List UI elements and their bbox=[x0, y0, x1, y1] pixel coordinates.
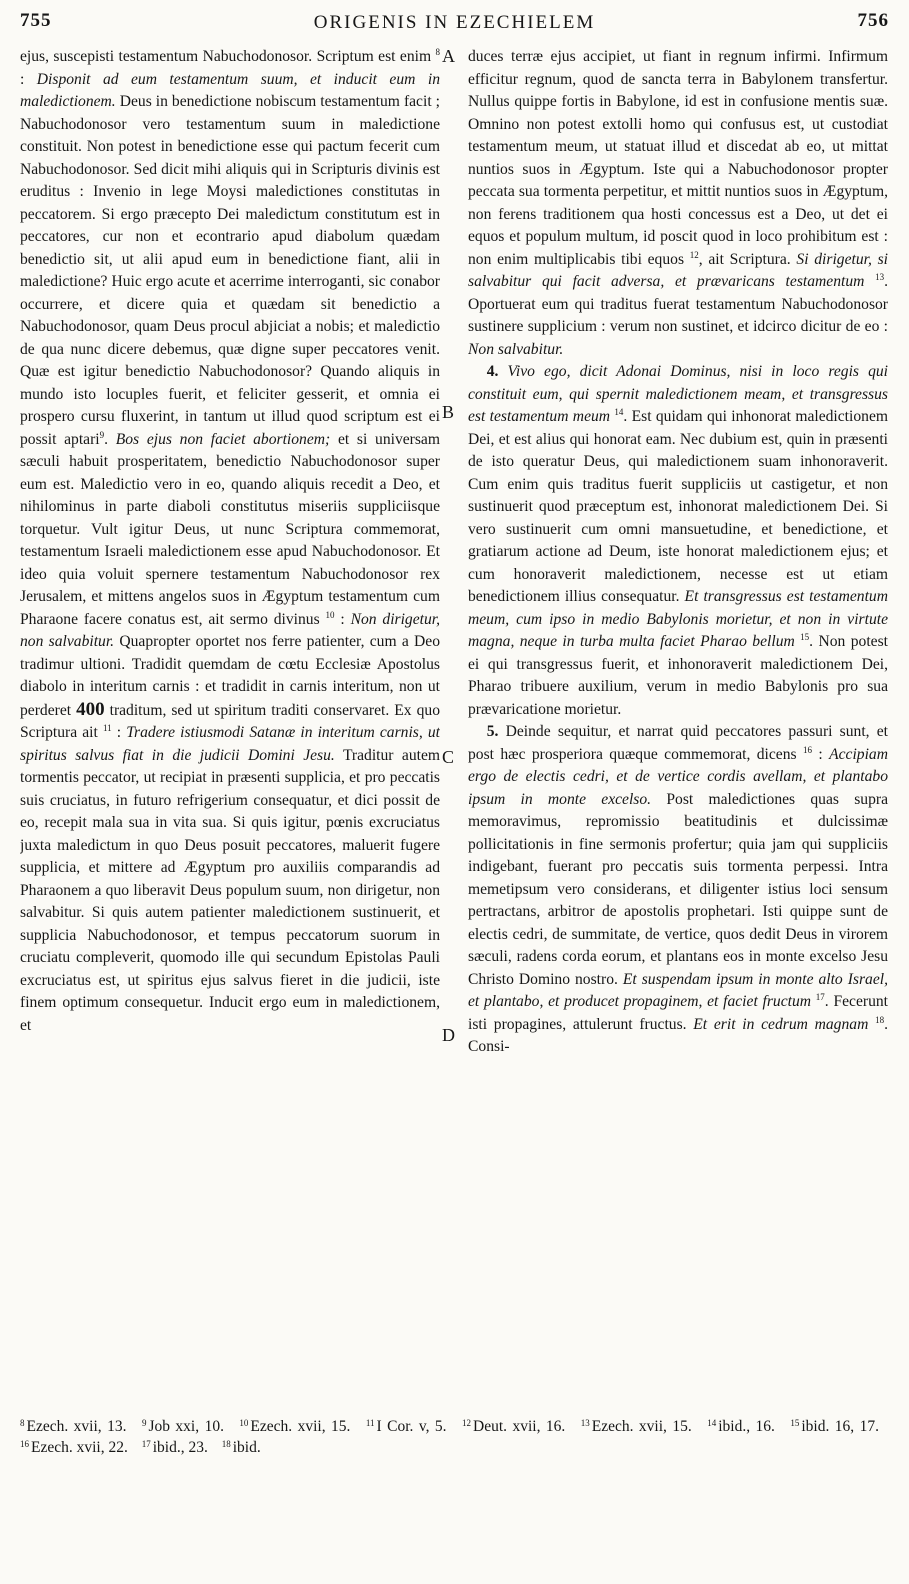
footnote bbox=[581, 1418, 692, 1435]
left-paragraph bbox=[20, 46, 440, 1037]
footnote bbox=[142, 1439, 208, 1456]
footnote-number: 17 bbox=[141, 1439, 151, 1449]
footnote-ref: 10 bbox=[325, 609, 335, 620]
footnote-ref: 8 bbox=[435, 47, 440, 57]
footnote-number: 16 bbox=[20, 1439, 29, 1449]
footnote-number: 9 bbox=[141, 1418, 147, 1428]
text-span: Deus in benedictione nobiscum testamentum facit ; Nabuchodonosor vero testamentum suum in maledictione constituit. Non potest in benedictione esse qui pactum fecerit cum Nabuchodonosor. Sed dicit mihi aliquis qui in Scripturis divinis est eruditus : Invenio in lege Moysi maledictiones constitutas in peccatorem. Si ergo præcepto Dei maledictum constitutum est in peccatores, cur non et econtrario apud diabolum quædam benedictio sit, ut alii apud eum in benedictione fiant, alii in maledictione? Huic ergo acute et acerrime interroganti, sic conabor occurrere, et dicere quia et quædam sit benedictio a Nabuchodonosor, quam Deus procul abjiciat a nobis; et maledictio de qua nunc dicere debemus, quæ digne super peccatores venit. Quæ est igitur benedictio Nabuchodonosor? Quando aliquis in mundo isto locuples fuerit, et feliciter gesserit, et omnia ei prospero cursu fluxerint, in tantum ut illud quod scriptum est ei possit aptari bbox=[20, 93, 440, 448]
scripture-quote: Bos ejus non faciet abortionem; bbox=[115, 430, 331, 448]
right-paragraph-5 bbox=[468, 721, 888, 1059]
text-span: : bbox=[20, 70, 25, 88]
scripture-quote: Et transgressus est testamentum meum, cum ipso in medio Babylonis morietur, et non in virtute magna, neque in turba multa faciet Pharao bellum bbox=[468, 588, 888, 650]
text-span: . Non potest ei qui transgressus fuerit, et inhonoraverit maledictionem Dei, Pharao tribuere auxilium, verum in medio Babylonis pro sua prævaricatione morietur. bbox=[468, 633, 888, 718]
footnote-ref: 16 bbox=[802, 744, 812, 755]
footnote-text: ibid. 16, 17. bbox=[801, 1418, 879, 1435]
footnote-text: I Cor. v, 5. bbox=[376, 1418, 447, 1435]
section-number: 4. bbox=[486, 363, 499, 380]
right-column bbox=[468, 46, 888, 1402]
scripture-quote: Et suspendam ipsum in monte alto Israel, et plantabo, et producet propaginem, et faciet fructum bbox=[468, 970, 888, 1010]
footnote-ref: 12 bbox=[689, 249, 699, 260]
text-span: Post maledictiones quas supra memoravimus, repromissio beatitudinis et dulcissimæ pollicitationis in fine sermonis profertur; quia jam qui suppliciis indigebant, fuerant pro peccatis suis tormenta perpessi. Intra memetipsum vero considerans, et diligenter istius loci sensum pertractans, arbitror de apostolis prophetari. Isti quippe sunt de electis cedri, de summitate, de vertice, quos dedit Deus in virorem sæculi, radens corda eorum, et plantans eos in monte excelso Jesu Christo Domino nostro. bbox=[468, 790, 888, 988]
scripture-quote: Disponit ad eum testamentum suum, et inducit eum in maledictionem. bbox=[20, 70, 440, 110]
footnote-text: ibid., 23. bbox=[152, 1439, 208, 1456]
footnotes bbox=[20, 1416, 889, 1458]
footnote-text: Deut. xvii, 16. bbox=[473, 1418, 566, 1435]
footnote-text: ibid. bbox=[232, 1439, 261, 1456]
text-span: ejus, suscepisti testamentum Nabuchodonosor. Scriptum est enim bbox=[20, 48, 432, 65]
scripture-quote: Accipiam ergo de electis cedri, et de vertice cordis avellam, et plantabo ipsum in monte excelso. bbox=[468, 745, 888, 808]
text-span: , ait Scriptura. bbox=[698, 250, 791, 268]
footnote bbox=[790, 1418, 879, 1435]
text-span: et si universam sæculi habuit prosperitatem, benedictio Nabuchodonosor super eum est. Maledictio vero in eo, quando aliquis recedit a Deo, et nihilominus in parte diaboli constitutus miseriis suppliciisque torquetur. Vult igitur Deus, ut nunc Scriptura commemorat, testamentum Israeli maledictionem esse apud Nabuchodonosor. Et ideo quia voluit spernere testamentum Nabuchodonosor rex Jerusalem, et mittens angelos suos in Ægyptum testamentum cum Pharaone facere conatus est, ait sermo divinus bbox=[20, 430, 440, 628]
scripture-quote: Non dirigetur, non salvabitur. bbox=[20, 610, 440, 650]
running-header bbox=[20, 10, 889, 40]
footnote bbox=[142, 1418, 224, 1435]
inline-page-number: 400 bbox=[76, 698, 105, 720]
text-span: duces terræ ejus accipiet, ut fiant in regnum infirmi. Infirmum efficitur regnum, quod de sancta terra in Babylonem transfertur. Nullus quippe fortis in Babylone, id est in confusione mentis suæ. Omnino non potest extolli homo qui confusus est, ut custodiat testamentum meum, ut statuat illud et discedat ab eo, ut mittat nuntios suos in Ægyptum. Iste qui a Nabuchodonosor propter peccata sua tormenta perpetitur, et mittit nuntios suos in Ægyptum, non ferens traditionem qua hosti concessus est a Deo, ut det ei equos et populum multum, id poscit quod in loco prohibitum est : non enim multiplicabis tibi equos bbox=[468, 48, 888, 268]
footnote-number: 10 bbox=[239, 1418, 249, 1428]
text-span: : bbox=[340, 610, 345, 628]
footnote bbox=[239, 1418, 350, 1435]
footnote-ref: 11 bbox=[102, 723, 112, 733]
footnote-ref: 9 bbox=[99, 429, 105, 440]
text-span: Traditur autem tormentis peccator, ut recipiat in præsenti supplicia, et pro peccatis suis cruciatus, in futuro refrigerium consequatur, et dici possit de eo, recepit mala sua in vita sua. Si quis igitur, pœnis excruciatus juxta maledictum in quo Deus posuit peccatores, maluerit fugere supplicia, et mittere ad Ægyptum pro auxiliis comparandis ad Pharaonem a quo liberavit Deus populum suum, non dirigetur, non salvabitur. Si quis autem patienter maledictionem sustinuerit, et supplicia Nabuchodonosor, et tempus peccatorum suorum in cruciatu compleverit, quomodo ille qui secundum Epistolas Pauli excruciatus est, ut spiritus ejus salvus fieret in die judicii, iste finem optimum consequetur. Inducit ergo eum in maledictionem, et bbox=[20, 746, 440, 1034]
footnote-text: Ezech. xvii, 13. bbox=[26, 1418, 127, 1435]
footnote bbox=[222, 1439, 261, 1456]
text-span: . Consi- bbox=[468, 1015, 888, 1055]
page-number-left: 755 bbox=[20, 10, 52, 31]
footnote-ref: 15 bbox=[800, 632, 810, 642]
text-span: . Fecerunt isti propagines, attulerunt fructus. bbox=[468, 993, 888, 1033]
margin-marker-b: B bbox=[442, 402, 455, 422]
footnote bbox=[20, 1439, 128, 1456]
text-span: : bbox=[116, 724, 122, 741]
footnote-number: 12 bbox=[462, 1418, 472, 1428]
footnote-text: Job xxi, 10. bbox=[148, 1418, 224, 1435]
footnote-number: 18 bbox=[221, 1439, 231, 1449]
footnote-ref: 13 bbox=[875, 272, 885, 282]
running-title: ORIGENIS IN EZECHIELEM bbox=[313, 12, 596, 33]
scripture-quote: Non salvabitur. bbox=[468, 340, 564, 358]
left-column bbox=[20, 46, 440, 1402]
text-span: : bbox=[818, 745, 823, 763]
footnote-number: 11 bbox=[365, 1418, 375, 1428]
margin-marker-d: D bbox=[442, 1025, 455, 1045]
footnote-number: 13 bbox=[580, 1418, 590, 1428]
footnote-ref: 17 bbox=[815, 992, 825, 1002]
margin-marker-c: C bbox=[442, 747, 455, 767]
margin-marker-a: A bbox=[442, 46, 455, 66]
footnote-number: 15 bbox=[790, 1418, 800, 1428]
scripture-quote: Si dirigetur, si salvabitur qui facit adversa, et prævaricans testamentum bbox=[468, 250, 888, 290]
text-span: . bbox=[104, 430, 109, 448]
footnote bbox=[20, 1418, 127, 1435]
text-span: traditum, sed ut spiritum traditi conservaret. Ex quo Scriptura ait bbox=[20, 701, 440, 741]
footnote-ref: 18 bbox=[875, 1014, 885, 1025]
right-paragraph-4 bbox=[468, 361, 888, 721]
footnote-text: ibid., 16. bbox=[718, 1418, 775, 1435]
footnote-number: 8 bbox=[20, 1418, 25, 1428]
scripture-quote: Et erit in cedrum magnam bbox=[693, 1015, 869, 1033]
text-span: . Est quidam qui inhonorat maledictionem Dei, et est alius qui honorat eam. Nec dubium est, quin in præsenti de isto queratur Deus, qui maledictionem suam inhonoraverit. Cum enim quis traditus fuerit suppliciis ut castigetur, et non sustinuerit quod præceptum est, inhonorat maledictionem Dei. Si vero sustinuerit cum omni mansuetudine, et benedictione, et gratiarum actione ad Deum, iste honorat maledictionem ejus; et cum honoraverit maledictionem, necesse est ut etiam benedictionem illius consequatur. bbox=[468, 408, 888, 605]
footnote-ref: 14 bbox=[614, 407, 624, 417]
footnote-number: 14 bbox=[707, 1418, 717, 1428]
page-number-right: 756 bbox=[857, 10, 889, 31]
scripture-quote: Tradere istiusmodi Satanæ in interitum carnis, ut spiritus salvus fiat in die judicii Domini Jesu. bbox=[20, 724, 440, 764]
footnote bbox=[462, 1418, 565, 1435]
footnote-text: Ezech. xvii, 22. bbox=[31, 1439, 128, 1456]
text-span: Quapropter oportet nos ferre patienter, cum a Deo tradimur ultioni. Tradidit quemdam de cœtu Ecclesiæ Apostolus diabolo in interitum carnis : et tradidit in carnis interitum, non ut perderet bbox=[20, 633, 440, 719]
text-span: . Oportuerat eum qui traditus fuerat testamentum Nabuchodonosor sustinere supplicium : verum non sustinet, et idcirco dicitur de eo : bbox=[468, 273, 888, 335]
section-number: 5. bbox=[486, 723, 499, 740]
right-paragraph bbox=[468, 46, 888, 361]
scripture-quote: Vivo ego, dicit Adonai Dominus, nisi in loco regis qui constituit eum, qui spernit maledictionem meam, et transgressus est testamentum meum bbox=[468, 363, 888, 425]
footnote-text: Ezech. xvii, 15. bbox=[591, 1418, 692, 1435]
footnote bbox=[707, 1418, 775, 1435]
footnote-text: Ezech. xvii, 15. bbox=[250, 1418, 351, 1435]
footnote bbox=[366, 1418, 447, 1435]
text-span: Deinde sequitur, et narrat quid peccatores passuri sunt, et post hæc prosperiora quæque commemorat, dicens bbox=[468, 723, 888, 763]
